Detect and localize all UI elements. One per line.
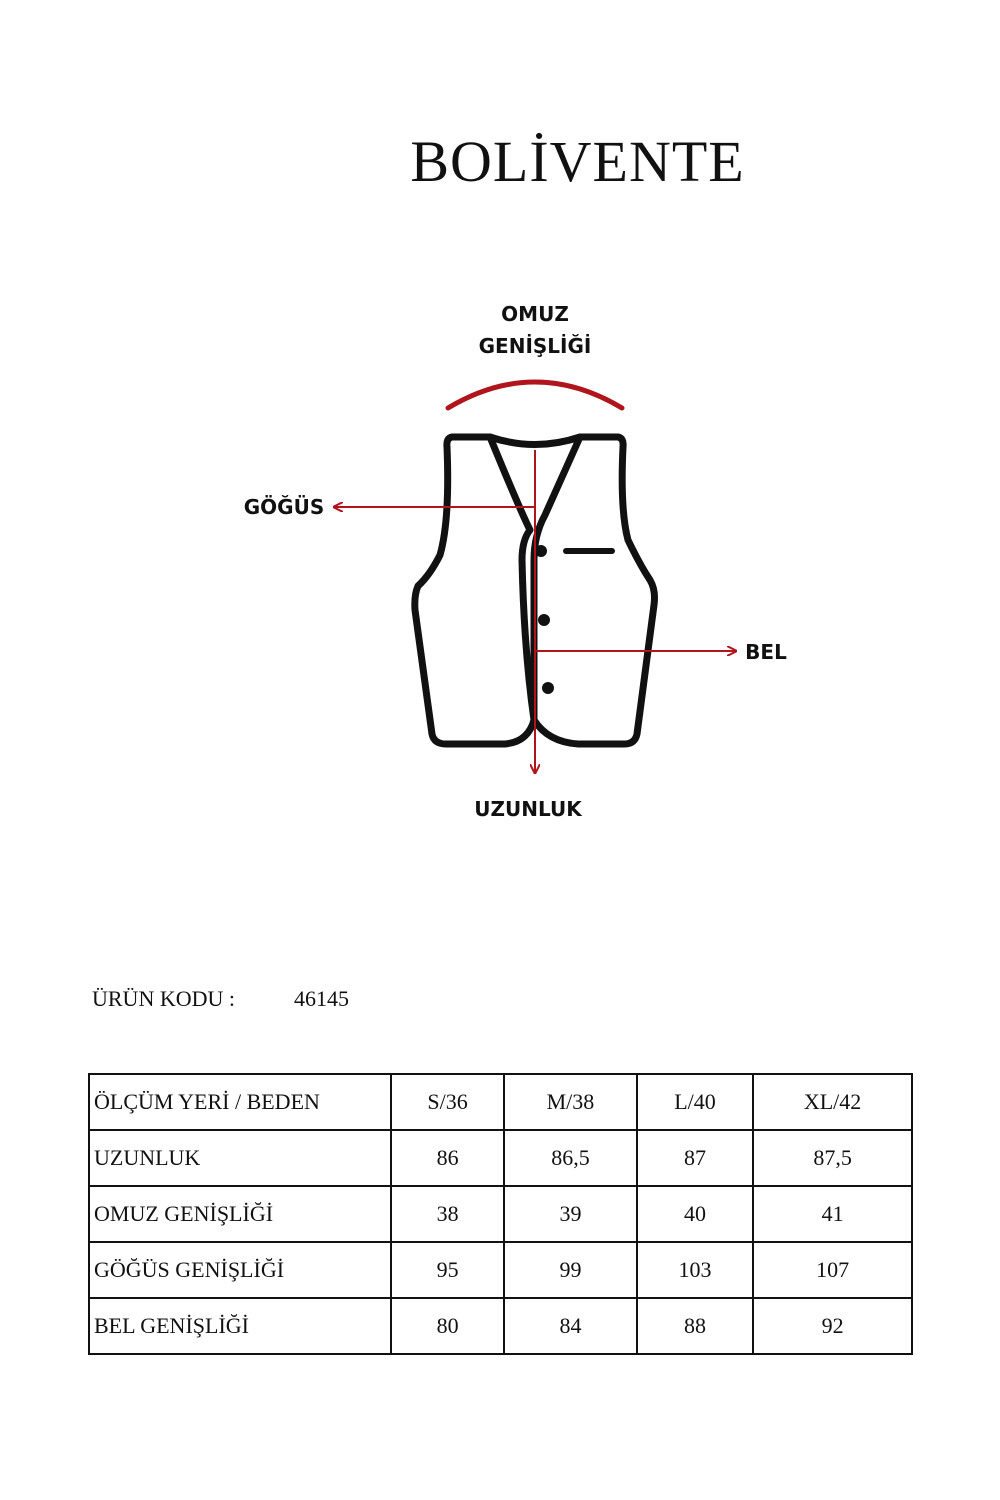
table-cell: 38 xyxy=(391,1186,504,1242)
table-cell: 88 xyxy=(637,1298,753,1354)
shoulder-label-line2: GENİŞLİĞİ xyxy=(478,334,592,358)
row-label: GÖĞÜS GENİŞLİĞİ xyxy=(89,1242,391,1298)
table-cell: 92 xyxy=(753,1298,912,1354)
table-header-row xyxy=(89,1074,912,1130)
table-row xyxy=(89,1186,912,1242)
table-cell: 99 xyxy=(504,1242,637,1298)
table-cell: 87 xyxy=(637,1130,753,1186)
table-cell: 103 xyxy=(637,1242,753,1298)
product-code-label: ÜRÜN KODU : xyxy=(92,986,235,1011)
table-cell: 40 xyxy=(637,1186,753,1242)
waist-label: BEL xyxy=(745,640,787,664)
header-cell: XL/42 xyxy=(753,1074,912,1130)
shoulder-arc xyxy=(448,382,622,408)
shoulder-label xyxy=(435,298,635,362)
header-cell: L/40 xyxy=(637,1074,753,1130)
table-cell: 87,5 xyxy=(753,1130,912,1186)
table-cell: 86,5 xyxy=(504,1130,637,1186)
row-label: BEL GENİŞLİĞİ xyxy=(89,1298,391,1354)
header-cell: S/36 xyxy=(391,1074,504,1130)
shoulder-label-line1: OMUZ xyxy=(501,302,569,326)
table-cell: 80 xyxy=(391,1298,504,1354)
button-middle xyxy=(538,614,550,626)
table-cell: 95 xyxy=(391,1242,504,1298)
chest-label: GÖĞÜS xyxy=(243,495,325,519)
header-cell: M/38 xyxy=(504,1074,637,1130)
row-label: OMUZ GENİŞLİĞİ xyxy=(89,1186,391,1242)
button-top xyxy=(535,545,547,557)
header-cell: ÖLÇÜM YERİ / BEDEN xyxy=(89,1074,391,1130)
table-cell: 84 xyxy=(504,1298,637,1354)
table-row xyxy=(89,1130,912,1186)
table-cell: 107 xyxy=(753,1242,912,1298)
table-row xyxy=(89,1298,912,1354)
table-cell: 39 xyxy=(504,1186,637,1242)
table-cell: 86 xyxy=(391,1130,504,1186)
size-table xyxy=(88,1073,913,1355)
button-bottom xyxy=(542,682,554,694)
product-code-row xyxy=(92,986,349,1012)
table-row xyxy=(89,1242,912,1298)
table-cell: 41 xyxy=(753,1186,912,1242)
brand-logo: BOLİVENTE xyxy=(410,129,745,194)
product-code-value: 46145 xyxy=(294,986,349,1011)
row-label: UZUNLUK xyxy=(89,1130,391,1186)
length-label: UZUNLUK xyxy=(474,797,582,821)
